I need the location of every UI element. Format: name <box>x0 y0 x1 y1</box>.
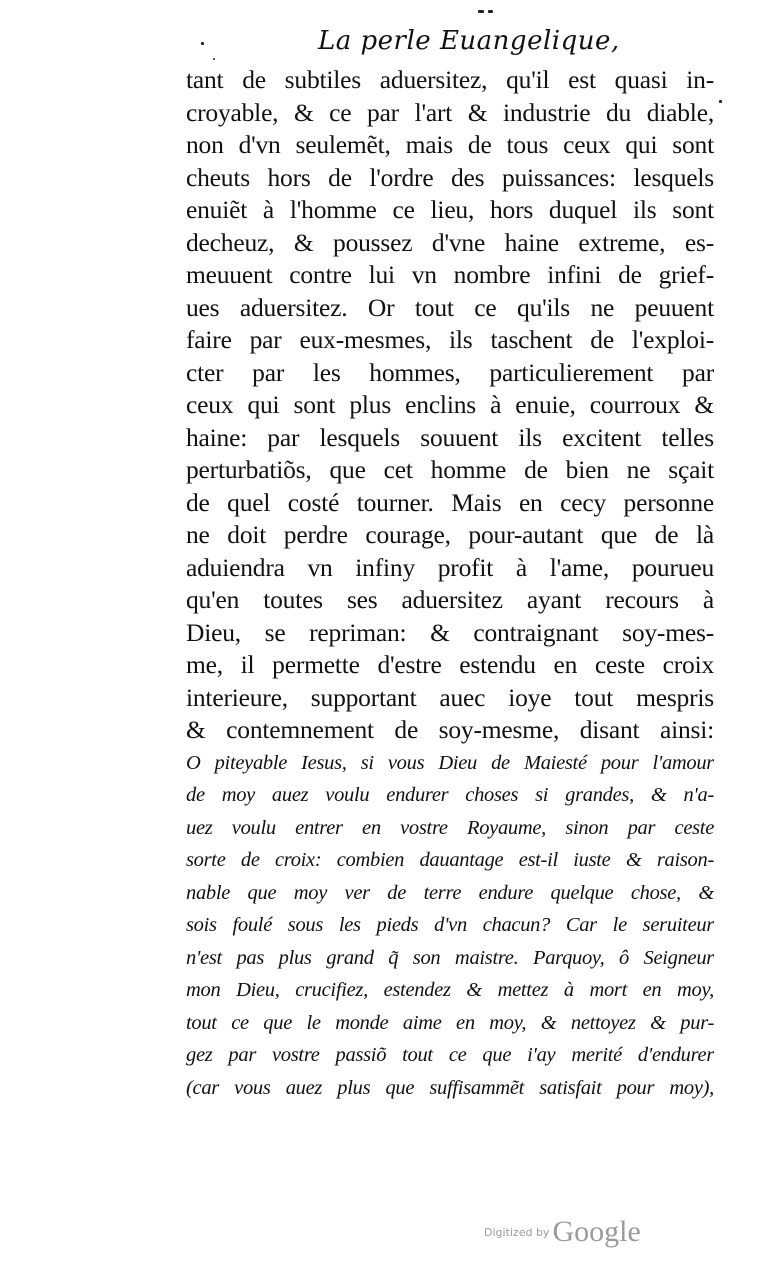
text-line: cter par les hommes, particulierement par <box>186 357 714 387</box>
google-logo: Google <box>552 1215 641 1248</box>
digitized-by-google-watermark <box>484 1215 641 1249</box>
watermark-prefix: Digitized by <box>484 1226 550 1239</box>
text-line: meuuent contre lui vn nombre infini de grief- <box>186 260 714 289</box>
prayer-line: nable que moy ver de terre endure quelque chose, & <box>186 881 714 904</box>
prayer-line: (car vous auez plus que suffisammẽt satisfait pour moy), <box>186 1076 714 1099</box>
ink-speck <box>719 100 722 103</box>
ink-speck <box>213 58 215 60</box>
prayer-line: de moy auez voulu endurer choses si grandes, & n'a- <box>186 784 714 806</box>
text-line: & contemnement de soy-mesme, disant ainsi: <box>186 715 714 744</box>
text-line: de quel costé tourner. Mais en cecy personne <box>186 487 714 517</box>
text-line: enuiẽt à l'homme ce lieu, hors duquel ils sont <box>186 195 714 224</box>
prayer-line: sois foulé sous les pieds d'vn chacun? Car le seruiteur <box>186 914 714 936</box>
text-line: interieure, supportant auec ioye tout mespris <box>186 682 714 712</box>
text-line: me, il permette d'estre estendu en ceste croix <box>186 650 714 679</box>
text-line: aduiendra vn infiny profit à l'ame, pourueu <box>186 552 714 582</box>
text-line: ues aduersitez. Or tout ce qu'ils ne peuuent <box>186 292 714 322</box>
prayer-line: gez par vostre passiõ tout ce que i'ay merité d'endurer <box>186 1044 714 1066</box>
text-line: non d'vn seulemẽt, mais de tous ceux qui sont <box>186 130 714 159</box>
prayer-line: sorte de croix: combien dauantage est-il iuste & raison- <box>186 849 714 871</box>
running-header: La perle Euangelique, <box>318 26 620 56</box>
text-line: cheuts hors de l'ordre des puissances: lesquels <box>186 162 714 192</box>
text-line: croyable, & ce par l'art & industrie du diable, <box>186 97 714 127</box>
ink-speck <box>201 42 204 45</box>
prayer-line: uez voulu entrer en vostre Royaume, sinon par ceste <box>186 816 714 839</box>
prayer-line: mon Dieu, crucifiez, estendez & mettez à mort en moy, <box>186 979 714 1001</box>
text-line: decheuz, & poussez d'vne haine extreme, es- <box>186 227 714 257</box>
prayer-line: O piteyable Iesus, si vous Dieu de Maiesté pour l'amour <box>186 751 714 774</box>
text-line: haine: par lesquels souuent ils excitent telles <box>186 422 714 452</box>
prayer-line: n'est pas plus grand q̃ son maistre. Parquoy, ô Seigneur <box>186 946 714 969</box>
text-line: ne doit perdre courage, pour-autant que de là <box>186 520 714 549</box>
text-line: tant de subtiles aduersitez, qu'il est quasi in- <box>186 65 714 94</box>
text-line: perturbatiõs, que cet homme de bien ne sçait <box>186 455 714 484</box>
text-line: faire par eux-mesmes, ils taschent de l'exploi- <box>186 325 714 354</box>
ink-speck <box>478 10 484 13</box>
ink-speck <box>488 10 493 13</box>
prayer-line: tout ce que le monde aime en moy, & nettoyez & pur- <box>186 1011 714 1034</box>
text-line: ceux qui sont plus enclins à enuie, courroux & <box>186 390 714 419</box>
body-text-block <box>186 64 714 1104</box>
text-line: Dieu, se repriman: & contraignant soy-mes- <box>186 617 714 647</box>
text-line: qu'en toutes ses aduersitez ayant recours à <box>186 585 714 614</box>
